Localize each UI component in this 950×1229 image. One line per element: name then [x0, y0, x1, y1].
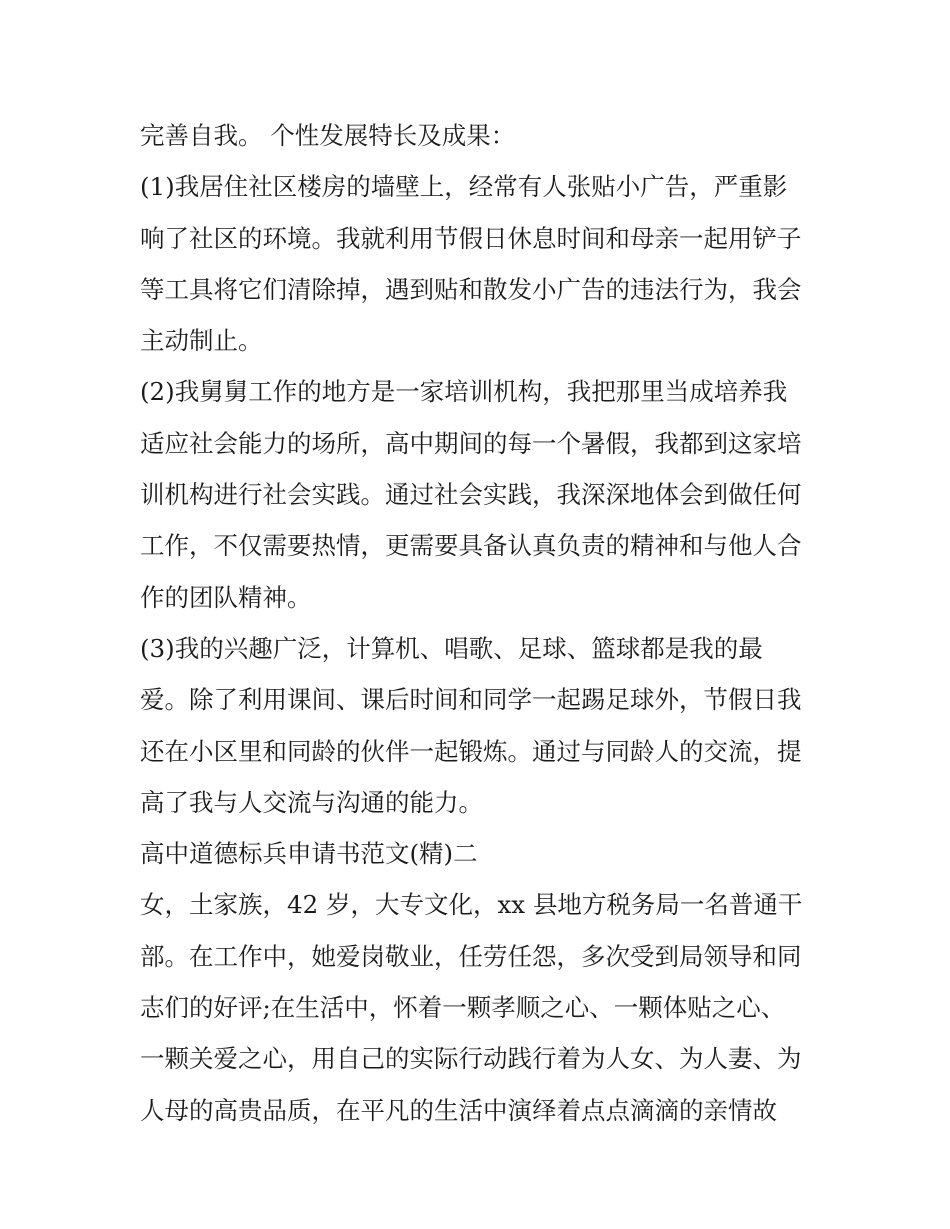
section-heading: 高中道德标兵申请书范文(精)二	[140, 839, 478, 869]
text-line: 部。在工作中，她爱岗敬业，任劳任怨，多次受到局领导和同	[140, 941, 802, 971]
text-line: 高了我与人交流与沟通的能力。	[140, 787, 483, 817]
text-line: 爱。除了利用课间、课后时间和同学一起踢足球外，节假日我	[140, 685, 802, 715]
text-line: 训机构进行社会实践。通过社会实践，我深深地体会到做任何	[140, 480, 802, 510]
text-line: 一颗关爱之心，用自己的实际行动践行着为人女、为人妻、为	[140, 1044, 802, 1074]
text-line: 女，土家族，42 岁，大专文化，xx 县地方税务局一名普通干	[140, 890, 803, 920]
text-line: 还在小区里和同龄的伙伴一起锻炼。通过与同龄人的交流，提	[140, 736, 802, 766]
text-line: (1)我居住社区楼房的墙壁上，经常有人张贴小广告，严重影	[140, 172, 788, 202]
text-line: (3)我的兴趣广泛，计算机、唱歌、足球、篮球都是我的最	[140, 633, 763, 663]
text-line: 志们的好评;在生活中，怀着一颗孝顺之心、一颗体贴之心、	[140, 993, 786, 1023]
text-line: 响了社区的环境。我就利用节假日休息时间和母亲一起用铲子	[140, 223, 802, 253]
text-line: 作的团队精神。	[140, 582, 312, 612]
text-line: 完善自我。 个性发展特长及成果：	[140, 121, 516, 150]
text-line: 工作，不仅需要热情，更需要具备认真负责的精神和与他人合	[140, 531, 802, 561]
text-line: 等工具将它们清除掉，遇到贴和散发小广告的违法行为，我会	[140, 274, 802, 304]
text-line: 人母的高贵品质，在平凡的生活中演绎着点点滴滴的亲情故	[140, 1095, 777, 1125]
document-body	[140, 110, 830, 1136]
text-line: 适应社会能力的场所，高中期间的每一个暑假，我都到这家培	[140, 428, 802, 458]
text-line: (2)我舅舅工作的地方是一家培训机构，我把那里当成培养我	[140, 377, 788, 407]
text-line: 主动制止。	[140, 326, 263, 356]
